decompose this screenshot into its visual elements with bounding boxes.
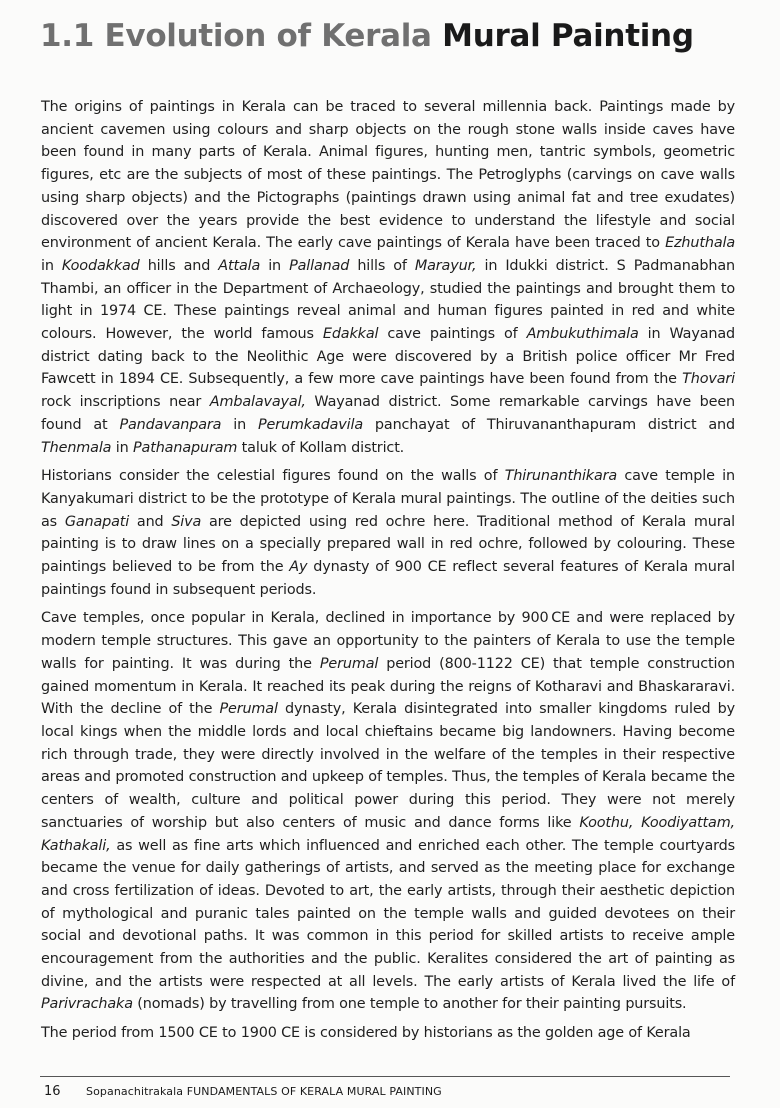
footer-rule bbox=[40, 1076, 730, 1077]
italic-term: Ambalavayal, bbox=[209, 394, 306, 411]
italic-term: Perumal bbox=[219, 701, 278, 718]
italic-term: Pandavanpara bbox=[119, 416, 222, 433]
paragraph bbox=[41, 96, 735, 459]
text-run: rock inscriptions near bbox=[41, 394, 210, 411]
italic-term: Ambukuthimala bbox=[526, 326, 639, 343]
section-number: 1.1 bbox=[40, 18, 95, 54]
text-run: The period from 1500 CE to 1900 CE is considered by historians as the golden age of Kerala bbox=[41, 1025, 691, 1042]
body-text bbox=[41, 96, 735, 1051]
text-run: and bbox=[129, 513, 172, 530]
italic-term: Thenmala bbox=[41, 439, 112, 456]
text-run: period (800-1122 CE) that temple construction gained momentum in Kerala. It reached its peak during the reigns of Kotharavi and Bhaskararavi. With the decline of the bbox=[41, 655, 735, 718]
section-heading bbox=[40, 12, 694, 60]
heading-part-grey: Evolution of Kerala bbox=[104, 18, 432, 54]
text-run: Cave temples, once popular in Kerala, declined in importance by 900 CE and were replaced by modern temple structures. This gave an opportunity to the painters of Kerala to use the temple walls for painting. It was during the bbox=[41, 610, 735, 672]
italic-term: Thovari bbox=[682, 371, 735, 388]
italic-term: Marayur, bbox=[414, 257, 477, 274]
text-run: in bbox=[111, 439, 134, 456]
text-run: hills of bbox=[349, 257, 415, 274]
text-run: Wayanad district. Some remarkable carvings have been found at bbox=[41, 394, 735, 433]
italic-term: Siva bbox=[171, 513, 202, 530]
page-number: 16 bbox=[44, 1084, 61, 1099]
text-run: in Idukki district. S Padmanabhan Thambi, an officer in the Department of Archaeology, studied the paintings and brought them to light in 1974 CE. These paintings reveal animal and human figures painted in red and white colours. However, the world famous bbox=[41, 257, 735, 343]
italic-term: Ay bbox=[289, 559, 308, 576]
text-run: dynasty, Kerala disintegrated into smaller kingdoms ruled by local kings when the middle lords and local chieftains became big landowners. Having become rich through trade, they were directly involved in the welfare of the temples in their respective areas and promoted construction and upkeep of temples. Thus, the temples of Kerala became the centers of wealth, culture and political power during this period. They were not merely sanctuaries of worship but also centers of music and dance forms like bbox=[41, 701, 736, 831]
italic-term: Koothu, Koodiyattam, Kathakali, bbox=[41, 814, 735, 854]
paragraph bbox=[41, 607, 735, 1016]
heading-part-dark: Mural Painting bbox=[442, 18, 694, 54]
italic-term: Ezhuthala bbox=[665, 235, 735, 252]
text-run: cave paintings of bbox=[378, 326, 527, 343]
paragraph bbox=[41, 1022, 735, 1045]
italic-term: Koodakkad bbox=[61, 257, 140, 274]
text-run: hills and bbox=[139, 257, 219, 274]
text-run: are depicted using red ochre here. Traditional method of Kerala mural painting is to draw lines on a specially prepared wall in red ochre, followed by colouring. These paintings believed to be from the bbox=[41, 513, 735, 576]
text-run: (nomads) by travelling from one temple to another for their painting pursuits. bbox=[132, 996, 687, 1013]
italic-term: Parivrachaka bbox=[41, 996, 133, 1013]
text-run: as well as fine arts which influenced and enriched each other. The temple courtyards became the venue for daily gatherings of artists, and served as the meeting place for exchange and cross fertilization of ideas. Devoted to art, the early artists, through their aesthetic depiction of mythological and puranic tales painted on the temple walls and guided devotees on their social and devotional paths. It was common in this period for skilled artists to receive ample encouragement from the authorities and the public. Keralites considered the art of painting as divine, and the artists were respected at all levels. The early artists of Kerala lived the life of bbox=[41, 837, 735, 990]
paragraph bbox=[41, 465, 735, 601]
text-run: in bbox=[221, 416, 258, 433]
text-run: The origins of paintings in Kerala can be traced to several millennia back. Paintings made by ancient cavemen using colours and sharp objects on the rough stone walls inside caves have been found in many parts of Kerala. Animal figures, hunting men, tantric symbols, geometric figures, etc are the subjects of most of these paintings. The Petroglyphs (carvings on cave walls using sharp objects) and the Pictographs (paintings drawn using animal fat and tree exudates) discovered over the years provide the best evidence to understand the lifestyle and social environment of ancient Kerala. The early cave paintings of Kerala have been traced to bbox=[41, 99, 735, 252]
text-run: cave temple in Kanyakumari district to be the prototype of Kerala mural paintings. The outline of the deities such as bbox=[41, 468, 735, 530]
page-footer bbox=[40, 1076, 730, 1100]
running-title: Sopanachitrakala FUNDAMENTALS OF KERALA MURAL PAINTING bbox=[86, 1085, 442, 1098]
italic-term: Attala bbox=[218, 257, 261, 274]
text-run: taluk of Kollam district. bbox=[237, 439, 405, 456]
italic-term: Perumkadavila bbox=[257, 416, 364, 433]
italic-term: Pallanad bbox=[289, 257, 350, 274]
text-run: Historians consider the celestial figures found on the walls of bbox=[41, 468, 505, 485]
text-run: in bbox=[260, 257, 290, 274]
text-run: in bbox=[41, 257, 62, 274]
italic-term: Thirunanthikara bbox=[504, 468, 618, 485]
text-run: dynasty of 900 CE reflect several features of Kerala mural paintings found in subsequent periods. bbox=[41, 559, 735, 598]
italic-term: Ganapati bbox=[64, 513, 130, 530]
text-run: panchayat of Thiruvananthapuram district and bbox=[363, 416, 735, 433]
italic-term: Pathanapuram bbox=[133, 439, 238, 456]
text-run: in Wayanad district dating back to the Neolithic Age were discovered by a British police officer Mr Fred Fawcett in 1894 CE. Subsequently, a few more cave paintings have been found from the bbox=[41, 326, 735, 388]
italic-term: Edakkal bbox=[322, 326, 379, 343]
italic-term: Perumal bbox=[319, 655, 379, 672]
